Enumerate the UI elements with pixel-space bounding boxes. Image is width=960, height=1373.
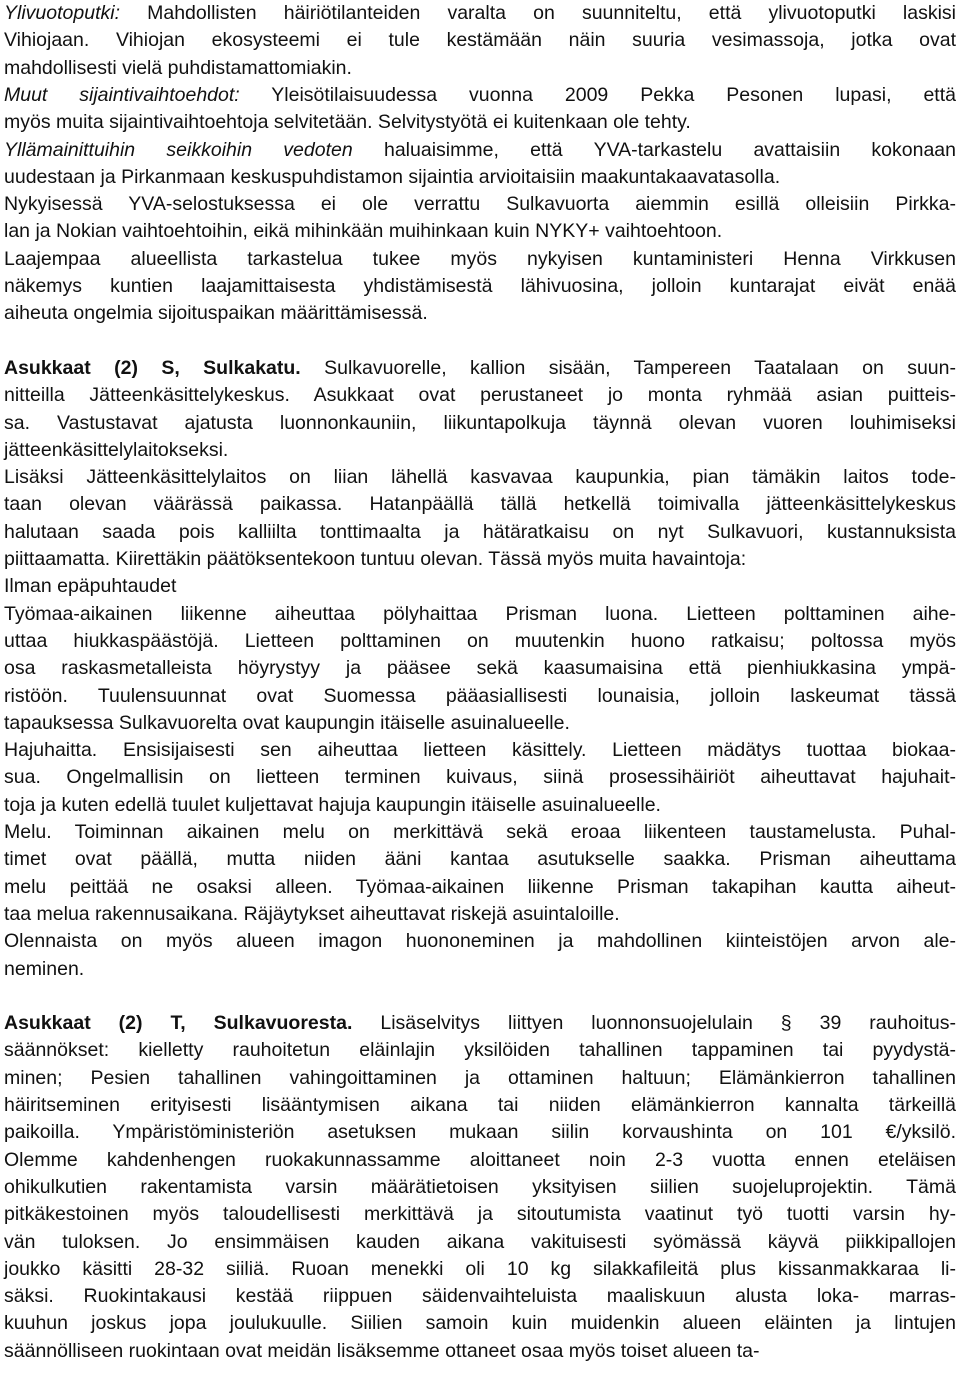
text-run: vän tuloksen. Jo ensimmäisen kauden aikana vakituisesti syömässä käyvä piikkipallojen	[4, 1230, 956, 1253]
text-line	[4, 491, 956, 518]
text-line	[4, 1338, 760, 1365]
text-run: joukko käsitti 28-32 siiliä. Ruoan menekki oli 10 kg silakkafileitä plus kissanmakkaraa li-	[4, 1257, 956, 1280]
text-run: timet ovat päällä, mutta niiden ääni kantaa asutukselle saakka. Prisman aiheuttama	[4, 848, 956, 871]
text-run: Sulkavuorelle, kallion sisään, Tampereen Taatalaan on suun-	[300, 356, 956, 379]
italic-run: Yllämainittuihin seikkoihin vedoten	[4, 138, 353, 161]
text-run: halutaan saada pois kalliilta tonttimaalta ja hätäratkaisu on nyt Sulkavuori, kustannuksista	[4, 520, 956, 543]
text-line	[4, 683, 956, 710]
text-run: myös muita sijaintivaihtoehtoja selvitetään. Selvitystyötä ei kuitenkaan ole tehty.	[4, 111, 691, 134]
text-line	[4, 437, 228, 464]
text-run: nitteilla Jätteenkäsittelykeskus. Asukkaat ovat perustaneet jo monta ryhmää asian puitteis-	[4, 384, 956, 407]
text-run: säännökset: kielletty rauhoitetun eläinlajin yksilöiden tahallinen tappaminen tai pyydystä-	[4, 1039, 956, 1062]
text-run: minen; Pesien tahallinen vahingoittaminen ja ottaminen haltuun; Elämänkierron tahallinen	[4, 1066, 956, 1089]
italic-run: Muut sijaintivaihtoehdot:	[4, 83, 240, 106]
bold-heading-run: Asukkaat (2) S, Sulkakatu.	[4, 356, 301, 379]
text-run: melu peittää ne osaksi alleen. Työmaa-aikainen liikenne Prisman takapihan kautta aiheut-	[4, 875, 956, 898]
text-run: kuuhun joskus jopa joulukuulle. Siilien samoin kuin muidenkin alueen eläinten ja lintujen	[4, 1312, 956, 1335]
text-line	[4, 382, 956, 409]
text-line	[4, 355, 956, 382]
text-line	[4, 27, 956, 54]
text-run: uttaa hiukkaspäästöjä. Lietteen polttaminen on muutenkin huono ratkaisu; poltossa myös	[4, 629, 956, 652]
text-run: tapauksessa Sulkavuorelta ovat kaupungin itäiselle asuinalueelle.	[4, 711, 570, 734]
text-line	[4, 819, 956, 846]
text-line	[4, 1201, 956, 1228]
text-line	[4, 655, 956, 682]
text-run: jätteenkäsittelylaitokseksi.	[4, 438, 229, 461]
text-line	[4, 737, 956, 764]
text-run: Hajuhaitta. Ensisijaisesti sen aiheuttaa lietteen käsittely. Lietteen mädätys tuottaa biokaa-	[4, 739, 956, 762]
text-run: lan ja Nokian vaihtoehtoihin, eikä mihinkään muihinkaan kuin NYKY+ vaihtoehtoon.	[4, 220, 723, 243]
text-line	[4, 1256, 956, 1283]
text-line	[4, 1229, 956, 1256]
text-run: ohikulkutien rakentamista varsin määrätietoisen yksityisen siilien suojeluprojektin. Tämä	[4, 1175, 956, 1198]
text-line	[4, 1119, 956, 1146]
text-line	[4, 0, 956, 27]
text-run: sua. Ongelmallisin on lietteen terminen kuivaus, siinä prosessihäiriöt aiheuttavat hajuhait-	[4, 766, 956, 789]
text-line	[4, 246, 956, 273]
text-line	[4, 573, 176, 600]
text-line	[4, 901, 620, 928]
text-line	[4, 1065, 956, 1092]
text-line	[4, 628, 956, 655]
text-run: näkemys kuntien laajamittaisesta yhdistämisestä lähivuosina, jolloin kuntarajat eivät enää	[4, 275, 956, 297]
text-line	[4, 710, 570, 737]
text-line	[4, 601, 956, 628]
text-run: Nykyisessä YVA-selostuksessa ei ole verrattu Sulkavuorta aiemmin esillä olleisiin Pirkka-	[4, 193, 956, 216]
text-run: Laajempaa alueellista tarkastelua tukee myös nykyisen kuntaministeri Henna Virkkusen	[4, 247, 956, 270]
text-line	[4, 82, 956, 109]
text-run: sa. Vastustavat ajatusta luonnonkauniin, liikuntapolkuja täynnä olevan vuoren louhimiseksi	[4, 411, 956, 434]
text-line	[4, 218, 722, 245]
text-line	[4, 519, 956, 546]
text-line	[4, 1174, 956, 1201]
text-line	[4, 792, 661, 819]
text-run: säksi. Ruokintakausi kestää riippuen säidenvaihteluista maaliskuun alusta loka- marras-	[4, 1285, 956, 1308]
text-line	[4, 1037, 956, 1064]
text-run: taa melua rakennusaikana. Räjäytykset aiheuttavat riskejä asuintaloille.	[4, 902, 620, 925]
text-run: Melu. Toiminnan aikainen melu on merkittävä sekä eroaa liikenteen taustamelusta. Puhal-	[4, 821, 956, 843]
text-line	[4, 1010, 956, 1037]
text-run: Olemme kahdenhengen ruokakunnassamme aloittaneet noin 2-3 vuotta ennen eteläisen	[4, 1148, 956, 1171]
text-run: Mahdollisten häiriötilanteiden varalta on suunniteltu, että ylivuotoputki laskisi	[119, 2, 956, 24]
text-run: osa raskasmetalleista höyrystyy ja pääsee sekä kaasumaisina että pienhiukkasina ympä-	[4, 657, 956, 680]
text-run: ristöön. Tuulensuunnat ovat Suomessa pääasiallisesti lounaisia, jolloin laskeumat tässä	[4, 684, 956, 707]
text-line	[4, 109, 691, 136]
text-line	[4, 546, 746, 573]
italic-run: Ylivuotoputki:	[4, 2, 120, 24]
text-line	[4, 846, 956, 873]
text-line	[4, 874, 956, 901]
text-line	[4, 1092, 956, 1119]
text-line	[4, 1147, 956, 1174]
text-run: Vihiojaan. Vihiojan ekosysteemi ei tule kestämään näin suuria vesimassoja, jotka ovat	[4, 29, 956, 52]
text-line	[4, 410, 956, 437]
text-line	[4, 191, 956, 218]
text-line	[4, 464, 956, 491]
text-run: häiritseminen erityisesti lisääntymisen aikana tai niiden elämänkierron kannalta tärkeillä	[4, 1094, 956, 1116]
text-line	[4, 55, 352, 82]
text-run: toja ja kuten edellä tuulet kuljettavat hajuja kaupungin itäiselle asuinalueelle.	[4, 793, 661, 816]
text-line	[4, 164, 780, 191]
text-run: Työmaa-aikainen liikenne aiheuttaa pölyhaittaa Prisman luona. Lietteen polttaminen aihe-	[4, 602, 956, 625]
text-run: säännölliseen ruokintaan ovat meidän lisäksemme ottaneet osaa myös toiset alueen ta-	[4, 1339, 760, 1362]
text-line	[4, 273, 956, 300]
text-run: taan olevan väärässä paikassa. Hatanpäällä tällä hetkellä toimivalla jätteenkäsittelykeskus	[4, 493, 956, 516]
text-run: haluaisimme, että YVA-tarkastelu avattaisiin kokonaan	[352, 138, 956, 161]
text-run: aiheuta ongelmia sijoituspaikan määrittämisessä.	[4, 302, 428, 325]
text-run: Lisäselvitys liittyen luonnonsuojelulain § 39 rauhoitus-	[352, 1012, 956, 1035]
text-line	[4, 1283, 956, 1310]
text-line	[4, 300, 428, 327]
text-run: pitkäkestoinen myös taloudellisesti merkittävä ja sitoutumista vaatinut työ tuotti varsin hy-	[4, 1203, 956, 1226]
text-run: neminen.	[4, 957, 85, 980]
text-run: uudestaan ja Pirkanmaan keskuspuhdistamon sijaintia arvioitaisiin maakuntakaavatasolla.	[4, 165, 781, 188]
text-run: Ilman epäpuhtaudet	[4, 575, 177, 598]
text-run: mahdollisesti vielä puhdistamattomiakin.	[4, 56, 352, 79]
text-line	[4, 928, 956, 955]
text-run: Yleisötilaisuudessa vuonna 2009 Pekka Pesonen lupasi, että	[239, 83, 956, 106]
text-line	[4, 956, 84, 983]
text-run: Olennaista on myös alueen imagon huononeminen ja mahdollinen kiinteistöjen arvon ale-	[4, 930, 956, 953]
text-run: Lisäksi Jätteenkäsittelylaitos on liian lähellä kasvavaa kaupunkia, pian tämäkin laitos tode-	[4, 466, 956, 489]
text-line	[4, 1310, 956, 1337]
text-run: paikoilla. Ympäristöministeriön asetuksen mukaan siilin korvaushinta on 101 €/yksilö.	[4, 1121, 956, 1144]
text-line	[4, 137, 956, 164]
bold-heading-run: Asukkaat (2) T, Sulkavuoresta.	[4, 1012, 353, 1035]
text-line	[4, 764, 956, 791]
text-run: piittaamatta. Kiirettäkin päätöksentekoon tuntuu olevan. Tässä myös muita havaintoja:	[4, 548, 747, 570]
